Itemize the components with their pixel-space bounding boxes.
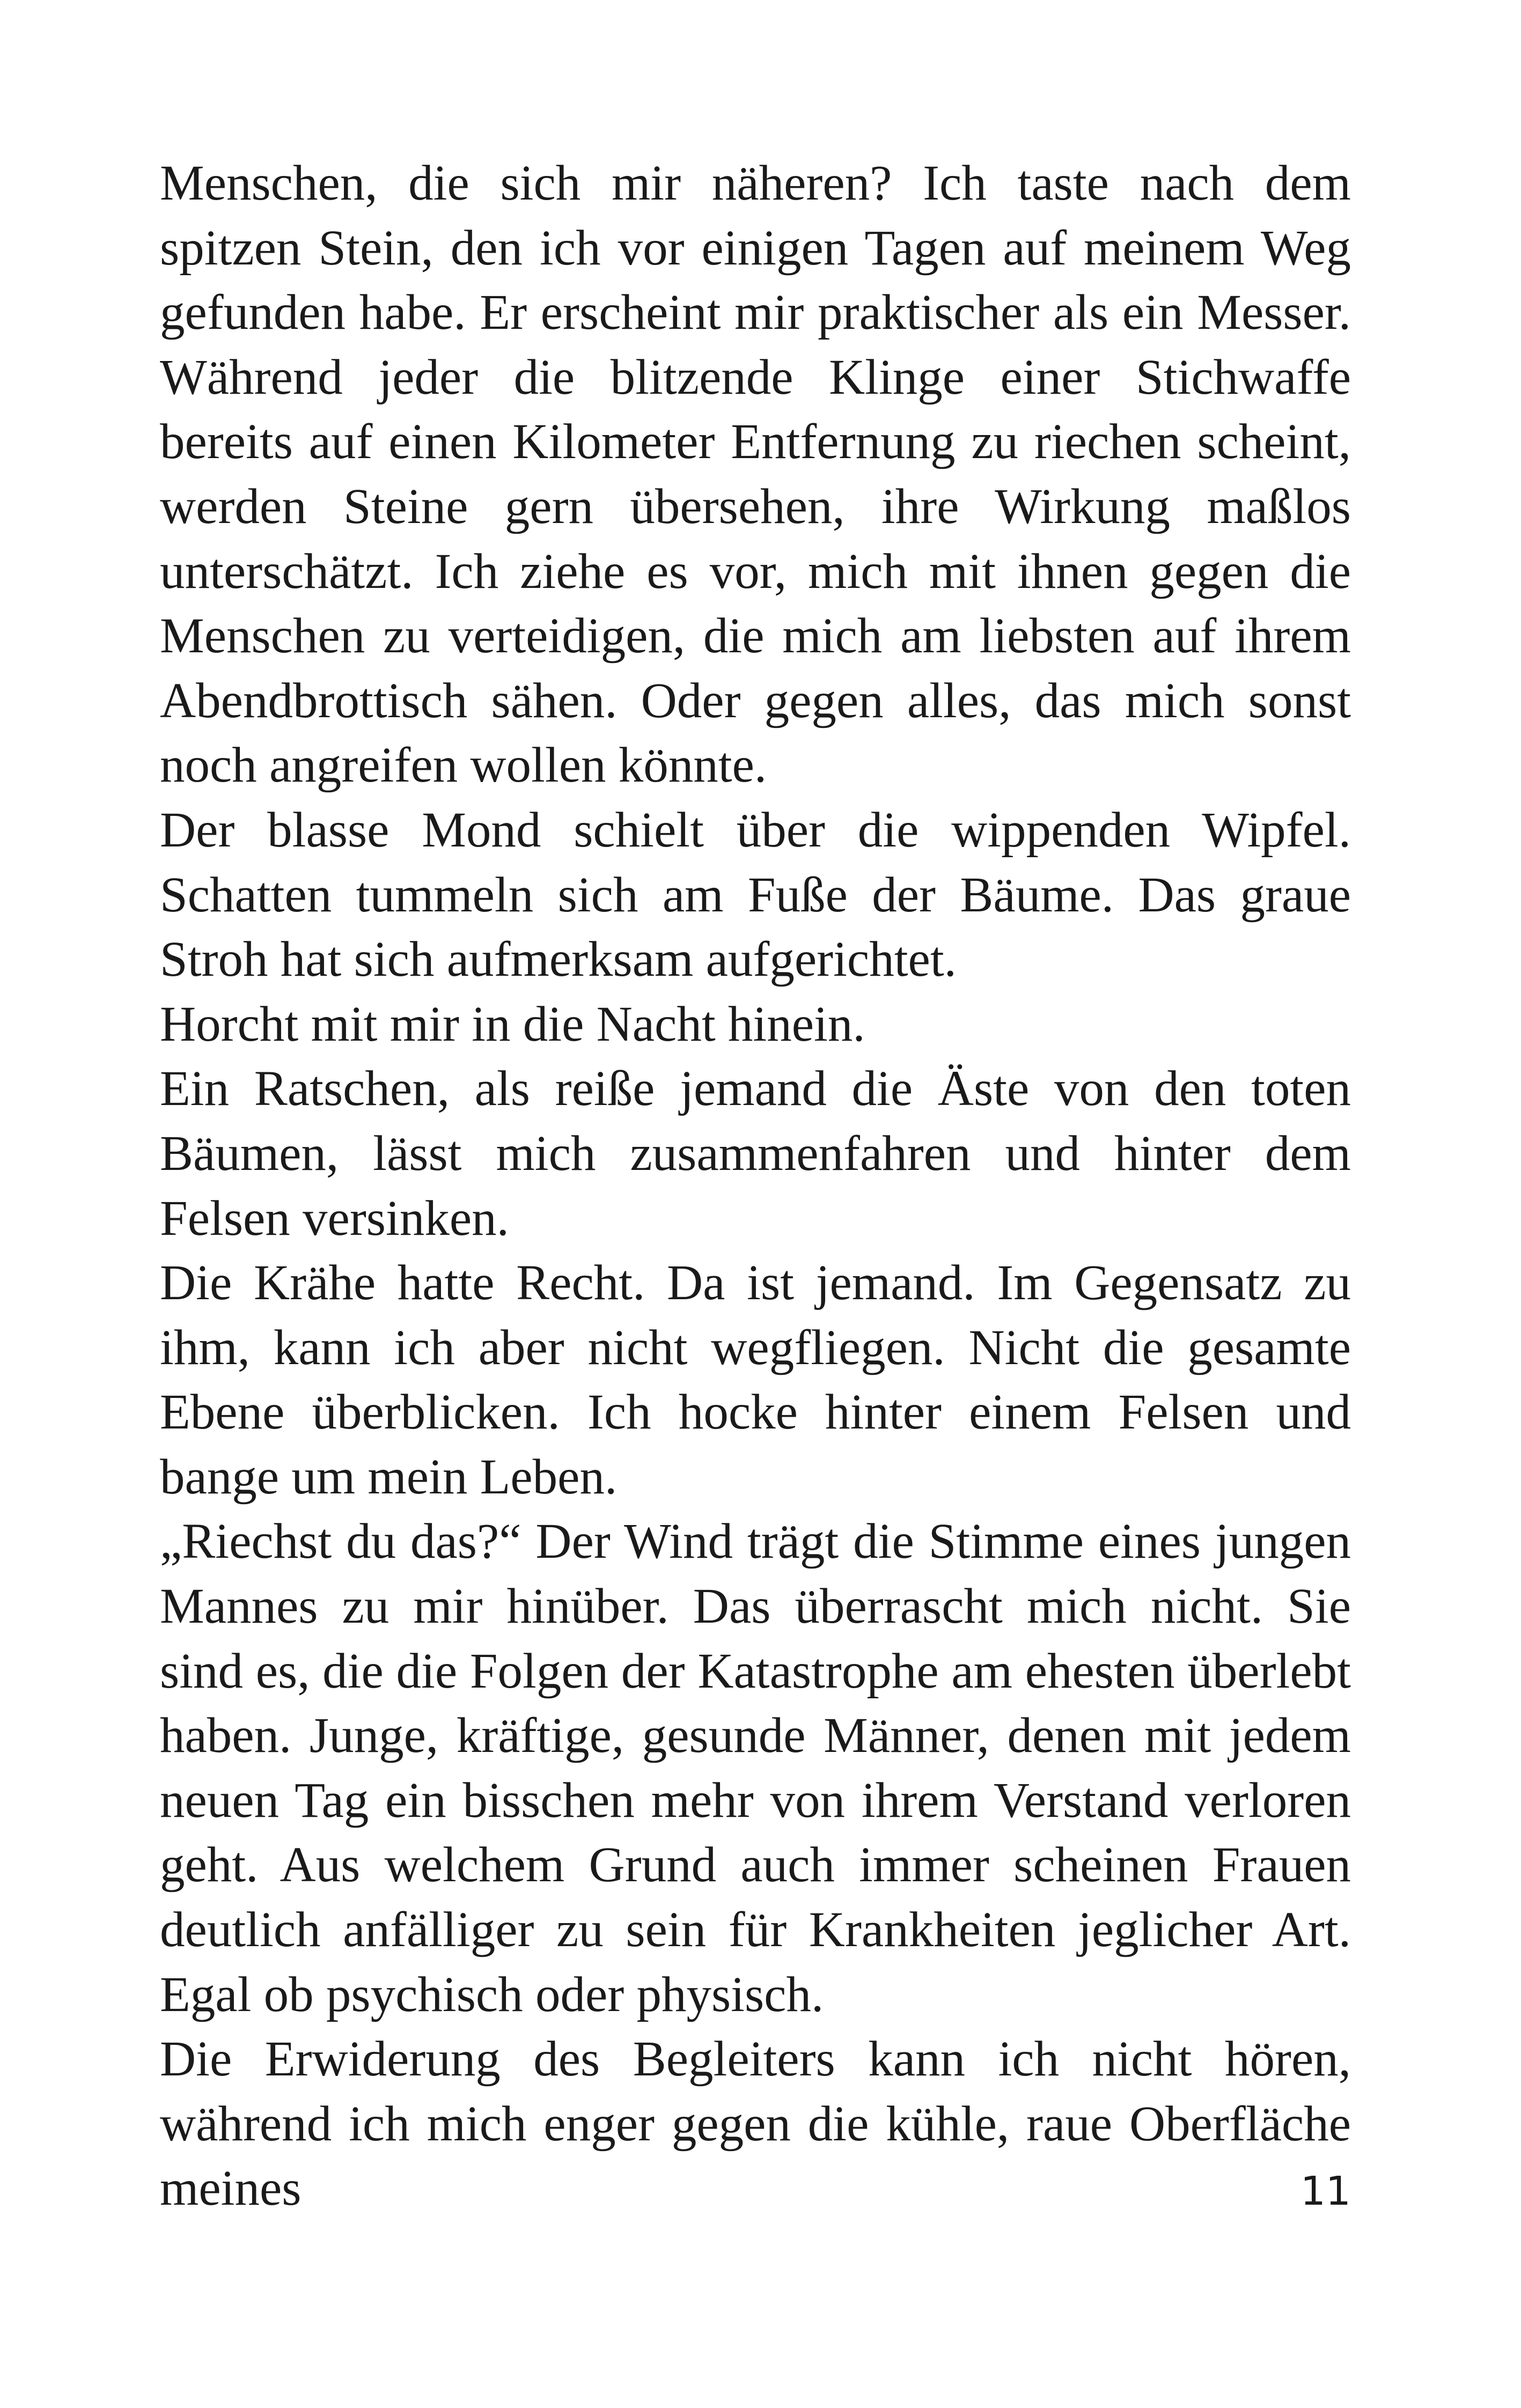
paragraph-1: Menschen, die sich mir näheren? Ich taste nach dem spitzen Stein, den ich vor einigen Tagen auf meinem Weg gefunden habe. Er erscheint mir praktischer als ein Messer. Während jeder die blitzende Klinge einer Stichwaffe bereits auf einen Kilometer Entfernung zu riechen scheint, werden Steine gern übersehen, ihre Wirkung maßlos unterschätzt. Ich ziehe es vor, mich mit ihnen gegen die Menschen zu verteidigen, die mich am liebsten auf ihrem Abendbrottisch sähen. Oder gegen alles, das mich sonst noch angreifen wollen könnte. bbox=[160, 156, 1351, 793]
page-number: 11 bbox=[1300, 2168, 1351, 2214]
paragraph-6: „Riechst du das?“ Der Wind trägt die Stimme eines jungen Mannes zu mir hinüber. Das überrascht mich nicht. Sie sind es, die die Folgen der Katastrophe am ehesten überlebt haben. Junge, kräftige, gesunde Männer, denen mit jedem neuen Tag ein bisschen mehr von ihrem Verstand verloren geht. Aus welchem Grund auch immer scheinen Frauen deutlich anfälliger zu sein für Krankheiten jeglicher Art. Egal ob psychisch oder physisch. bbox=[160, 1514, 1351, 2022]
body-text bbox=[160, 151, 1351, 2221]
paragraph-7: Die Erwiderung des Begleiters kann ich nicht hören, während ich mich enger gegen die kühle, raue Oberfläche meines bbox=[160, 2031, 1351, 2216]
paragraph-4: Ein Ratschen, als reiße jemand die Äste von den toten Bäumen, lässt mich zusammenfahren und hinter dem Felsen versinken. bbox=[160, 1061, 1351, 1246]
paragraph-2: Der blasse Mond schielt über die wippenden Wipfel. Schatten tummeln sich am Fuße der Bäume. Das graue Stroh hat sich aufmerksam aufgerichtet. bbox=[160, 802, 1351, 988]
paragraph-5: Die Krähe hatte Recht. Da ist jemand. Im Gegensatz zu ihm, kann ich aber nicht wegfliegen. Nicht die gesamte Ebene überblicken. Ich hocke hinter einem Felsen und bange um mein Leben. bbox=[160, 1255, 1351, 1505]
paragraph-3: Horcht mit mir in die Nacht hinein. bbox=[160, 996, 865, 1052]
